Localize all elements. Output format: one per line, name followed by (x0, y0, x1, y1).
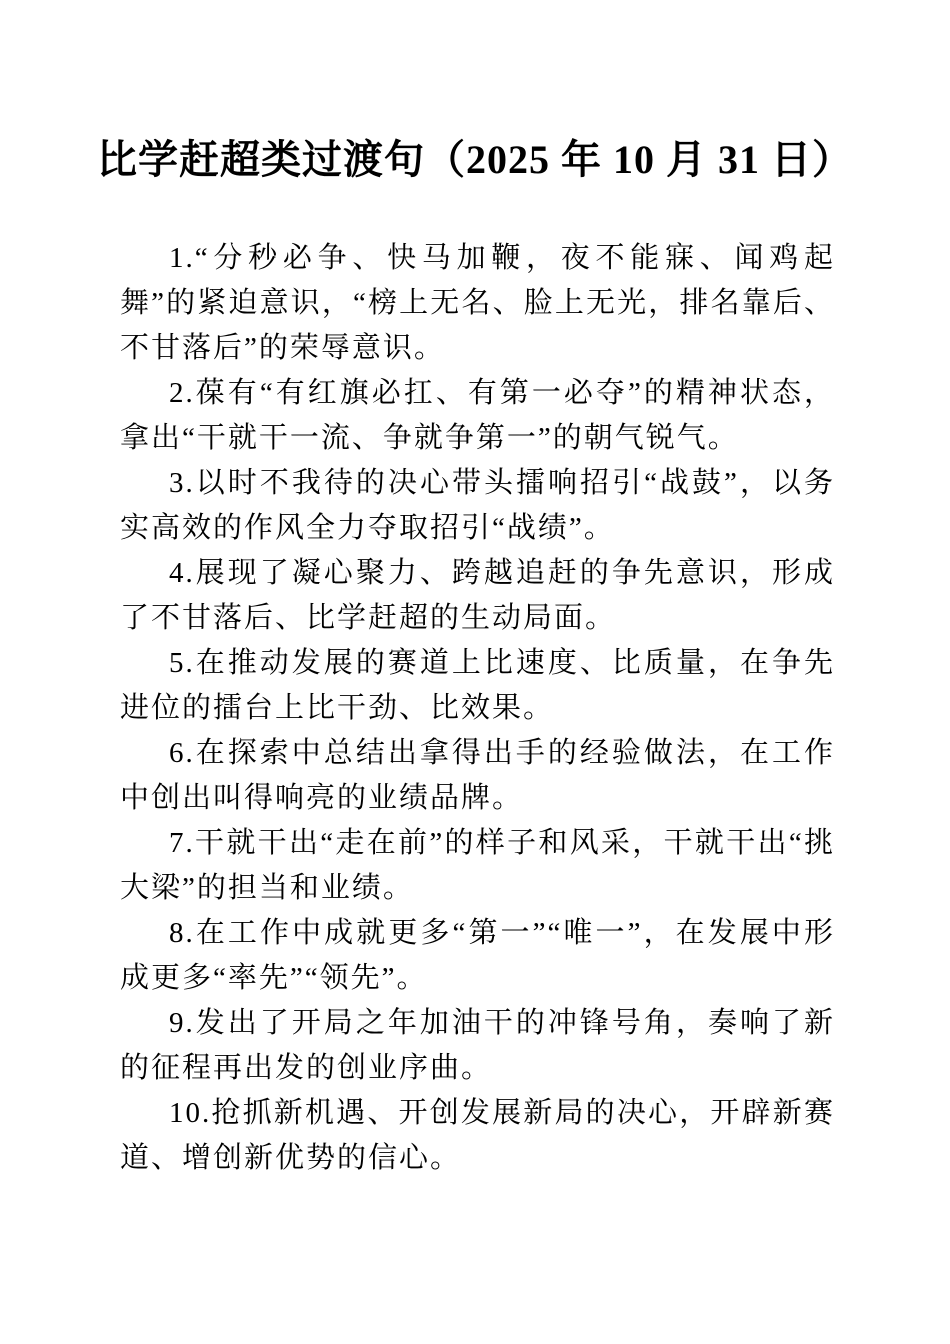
paragraph-9: 9.发出了开局之年加油干的冲锋号角，奏响了新的征程再出发的创业序曲。 (120, 1007, 835, 1084)
paragraph-5: 5.在推动发展的赛道上比速度、比质量，在争先进位的擂台上比干劲、比效果。 (120, 647, 835, 724)
paragraph-10: 10.抢抓新机遇、开创发展新局的决心，开辟新赛道、增创新优势的信心。 (120, 1097, 835, 1174)
paragraph-8: 8.在工作中成就更多“第一”“唯一”，在发展中形成更多“率先”“领先”。 (120, 917, 835, 994)
paragraph-2: 2.葆有“有红旗必扛、有第一必夺”的精神状态，拿出“干就干一流、争就争第一”的朝气锐气。 (120, 377, 835, 454)
paragraph-7: 7.干就干出“走在前”的样子和风采，干就干出“挑大梁”的担当和业绩。 (120, 827, 835, 904)
paragraph-3: 3.以时不我待的决心带头擂响招引“战鼓”，以务实高效的作风全力夺取招引“战绩”。 (120, 467, 835, 544)
paragraph-1: 1.“分秒必争、快马加鞭，夜不能寐、闻鸡起舞”的紧迫意识，“榜上无名、脸上无光，排名靠后、不甘落后”的荣辱意识。 (120, 242, 835, 364)
paragraph-6: 6.在探索中总结出拿得出手的经验做法，在工作中创出叫得响亮的业绩品牌。 (120, 737, 835, 814)
document-body (0, 236, 950, 1181)
paragraph-4: 4.展现了凝心聚力、跨越追赶的争先意识，形成了不甘落后、比学赶超的生动局面。 (120, 557, 835, 634)
document-title: 比学赶超类过渡句（2025 年 10 月 31 日） (97, 137, 853, 182)
